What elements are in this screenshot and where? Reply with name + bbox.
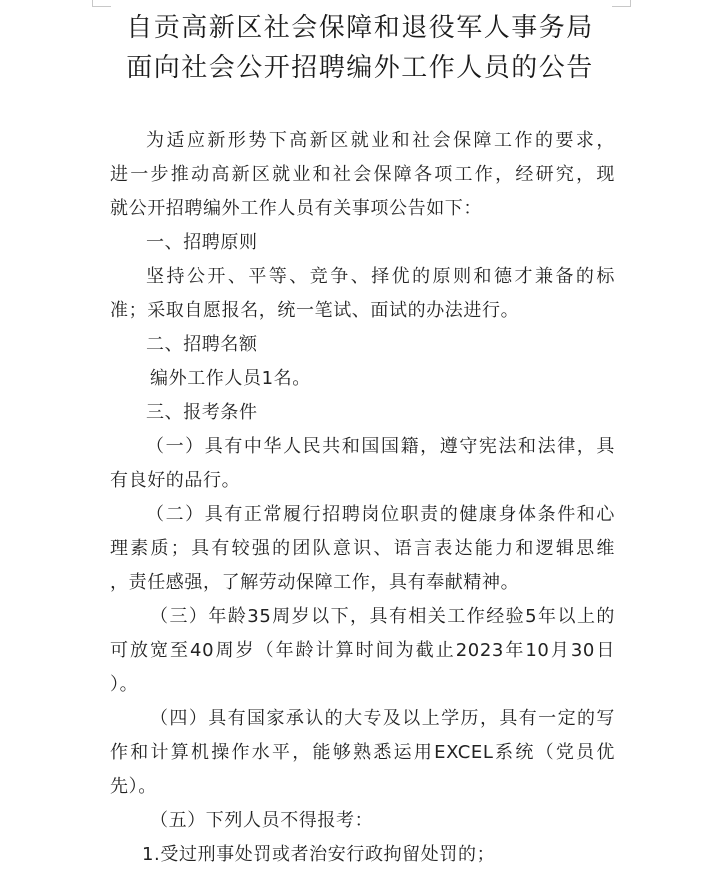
paragraph-intro-line-3: 就公开招聘编外工作人员有关事项公告如下： <box>110 198 482 219</box>
condition-5-heading: （五）下列人员不得报考： <box>150 810 374 831</box>
condition-5-item-1: 1.受过刑事处罚或者治安行政拘留处罚的； <box>142 844 496 865</box>
condition-2-line-3: ，责任感强，了解劳动保障工作，具有奉献精神。 <box>110 572 520 593</box>
condition-2-line-1: （二）具有正常履行招聘岗位职责的健康身体条件和心 <box>146 504 615 525</box>
condition-3-line-1: （三）年龄35周岁以下，具有相关工作经验5年以上的 <box>150 606 615 627</box>
section-heading-conditions: 三、报考条件 <box>146 402 258 423</box>
section-heading-principles: 一、招聘原则 <box>146 232 258 253</box>
condition-3-line-2: 可放宽至40周岁（年龄计算时间为截止2023年10月30日 <box>110 640 615 661</box>
document-title-line-2: 面向社会公开招聘编外工作人员的公告 <box>126 53 594 83</box>
paragraph-principles-line-1: 坚持公开、平等、竞争、择优的原则和德才兼备的标 <box>146 266 615 287</box>
paragraph-principles-line-2: 准；采取自愿报名，统一笔试、面试的办法进行。 <box>110 300 520 321</box>
section-heading-quota: 二、招聘名额 <box>146 334 258 355</box>
condition-4-line-2: 作和计算机操作水平，能够熟悉运用EXCEL系统（党员优 <box>110 742 615 763</box>
condition-2-line-2: 理素质；具有较强的团队意识、语言表达能力和逻辑思维 <box>110 538 615 559</box>
condition-3-line-3: ）。 <box>110 674 139 695</box>
paragraph-intro-line-2: 进一步推动高新区就业和社会保障各项工作，经研究，现 <box>110 164 615 185</box>
document-title-line-1: 自贡高新区社会保障和退役军人事务局 <box>126 13 594 43</box>
condition-1-line-1: （一）具有中华人民共和国国籍，遵守宪法和法律，具 <box>146 436 615 457</box>
crop-mark-right <box>612 0 631 7</box>
condition-4-line-3: 先）。 <box>110 776 157 797</box>
paragraph-intro-line-1: 为适应新形势下高新区就业和社会保障工作的要求， <box>146 130 615 151</box>
paragraph-quota: 编外工作人员1名。 <box>150 368 311 389</box>
condition-4-line-1: （四）具有国家承认的大专及以上学历，具有一定的写 <box>150 708 615 729</box>
condition-1-line-2: 有良好的品行。 <box>110 470 241 491</box>
crop-mark-left <box>92 0 111 7</box>
